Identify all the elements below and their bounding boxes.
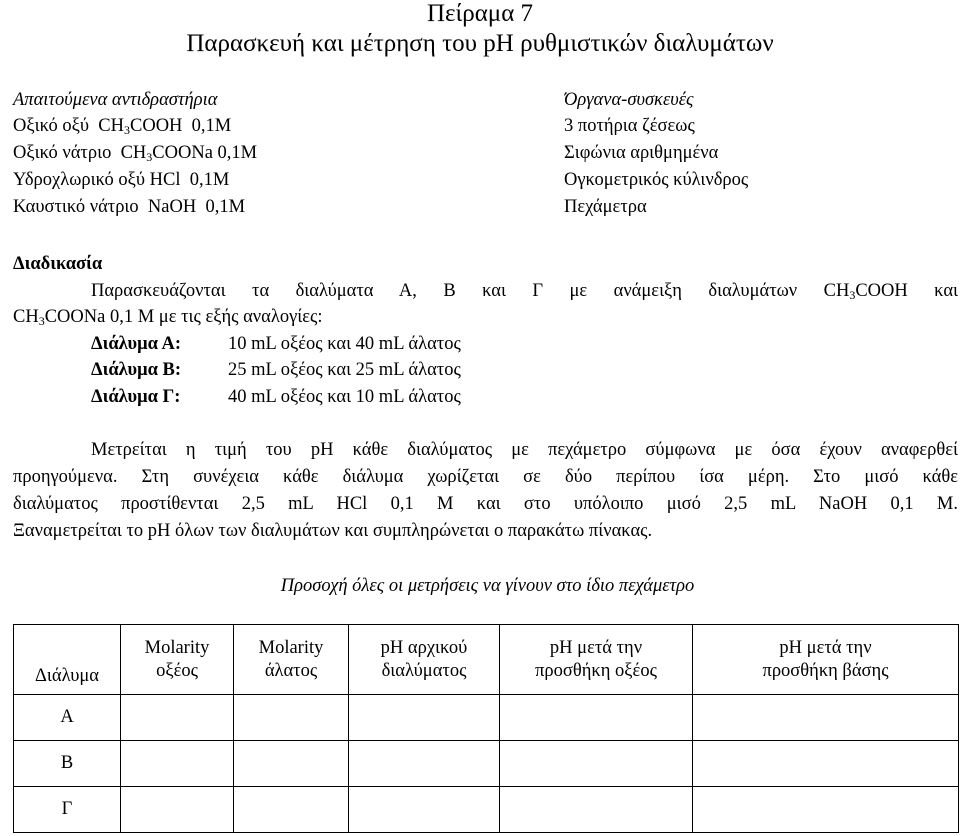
- table-cell[interactable]: [349, 787, 500, 833]
- procedure-paragraph-line: διαλύματος προστίθενται 2,5 mL HCl 0,1 M και στο υπόλοιπο μισό 2,5 mL NaOH 0,1 M.: [13, 494, 958, 514]
- table-cell[interactable]: [234, 787, 349, 833]
- table-cell[interactable]: [234, 695, 349, 741]
- table-cell[interactable]: [121, 741, 234, 787]
- solution-c-label: Διάλυμα Γ:: [91, 387, 181, 407]
- procedure-paragraph-line: Μετρείται η τιμή του pH κάθε διαλύματος με πεχάμετρο σύμφωνα με όσα έχουν αναφερθεί: [91, 440, 958, 460]
- table-cell[interactable]: [693, 787, 959, 833]
- table-cell[interactable]: [349, 741, 500, 787]
- header-cell-molarity-acid: Molarity οξέος: [121, 625, 234, 695]
- equipment-item: Ογκομετρικός κύλινδρος: [564, 170, 749, 190]
- table-cell[interactable]: [500, 695, 693, 741]
- reagent-item: Οξικό οξύ $CH_3COOH$ 0,1M: [13, 116, 232, 137]
- header-cell-ph-initial: pH αρχικού διαλύματος: [349, 625, 500, 695]
- solution-a-mix: 10 mL οξέος και 40 mL άλατος: [228, 334, 461, 354]
- table-row: [14, 695, 959, 741]
- procedure-paragraph-line: προηγούμενα. Στη συνέχεια κάθε διάλυμα χωρίζεται σε δύο περίπου ίσα μέρη. Στο μισό κάθε: [13, 467, 958, 487]
- table-cell[interactable]: [500, 741, 693, 787]
- table-cell[interactable]: [234, 741, 349, 787]
- solution-c-mix: 40 mL οξέος και 10 mL άλατος: [228, 387, 461, 407]
- reagent-item: Υδροχλωρικό οξύ HCl 0,1M: [13, 170, 230, 190]
- equipment-item: Σιφώνια αριθμημένα: [564, 143, 719, 163]
- row-label-a: Α: [14, 695, 121, 741]
- procedure-paragraph-line: Ξαναμετρείται το pH όλων των διαλυμάτων και συμπληρώνεται ο παρακάτω πίνακας.: [13, 521, 653, 541]
- table-cell[interactable]: [693, 741, 959, 787]
- table-row: [14, 787, 959, 833]
- equipment-item: 3 ποτήρια ζέσεως: [564, 116, 695, 136]
- page-title: Πείραμα 7: [426, 0, 534, 27]
- header-cell-ph-after-acid: pH μετά την προσθήκη οξέος: [500, 625, 693, 695]
- table-cell[interactable]: [693, 695, 959, 741]
- table-cell[interactable]: [500, 787, 693, 833]
- header-cell-molarity-salt: Molarity άλατος: [234, 625, 349, 695]
- page-subtitle: Παρασκευή και μέτρηση του pH ρυθμιστικών διαλυμάτων: [186, 30, 774, 57]
- reagents-heading: Απαιτούμενα αντιδραστήρια: [13, 90, 218, 110]
- header-cell-solution: Διάλυμα: [14, 625, 121, 695]
- procedure-intro: Παρασκευάζονται τα διαλύματα Α, Β και Γ με ανάμειξη διαλυμάτων $CH_3COOH$ και: [91, 281, 958, 302]
- table-cell[interactable]: [121, 787, 234, 833]
- measurement-note: Προσοχή όλες οι μετρήσεις να γίνουν στο ίδιο πεχάμετρο: [280, 576, 695, 596]
- equipment-heading: Όργανα-συσκευές: [564, 90, 694, 110]
- reagent-item: Οξικό νάτριο $CH_3COONa$ 0,1M: [13, 143, 258, 164]
- results-table: [13, 624, 959, 833]
- reagent-item: Καυστικό νάτριο NaOH 0,1M: [13, 197, 246, 217]
- solution-b-mix: 25 mL οξέος και 25 mL άλατος: [228, 360, 461, 380]
- equipment-item: Πεχάμετρα: [564, 197, 647, 217]
- table-cell[interactable]: [349, 695, 500, 741]
- row-label-b: Β: [14, 741, 121, 787]
- table-row: [14, 741, 959, 787]
- table-header-row: [14, 625, 959, 695]
- row-label-c: Γ: [14, 787, 121, 833]
- table-cell[interactable]: [121, 695, 234, 741]
- procedure-heading: Διαδικασία: [13, 254, 103, 274]
- solution-b-label: Διάλυμα Β:: [91, 360, 182, 380]
- solution-a-label: Διάλυμα Α:: [91, 334, 182, 354]
- procedure-intro-line2: $CH_3COONa$ 0,1 M με τις εξής αναλογίες:: [13, 307, 323, 328]
- header-cell-ph-after-base: pH μετά την προσθήκη βάσης: [693, 625, 959, 695]
